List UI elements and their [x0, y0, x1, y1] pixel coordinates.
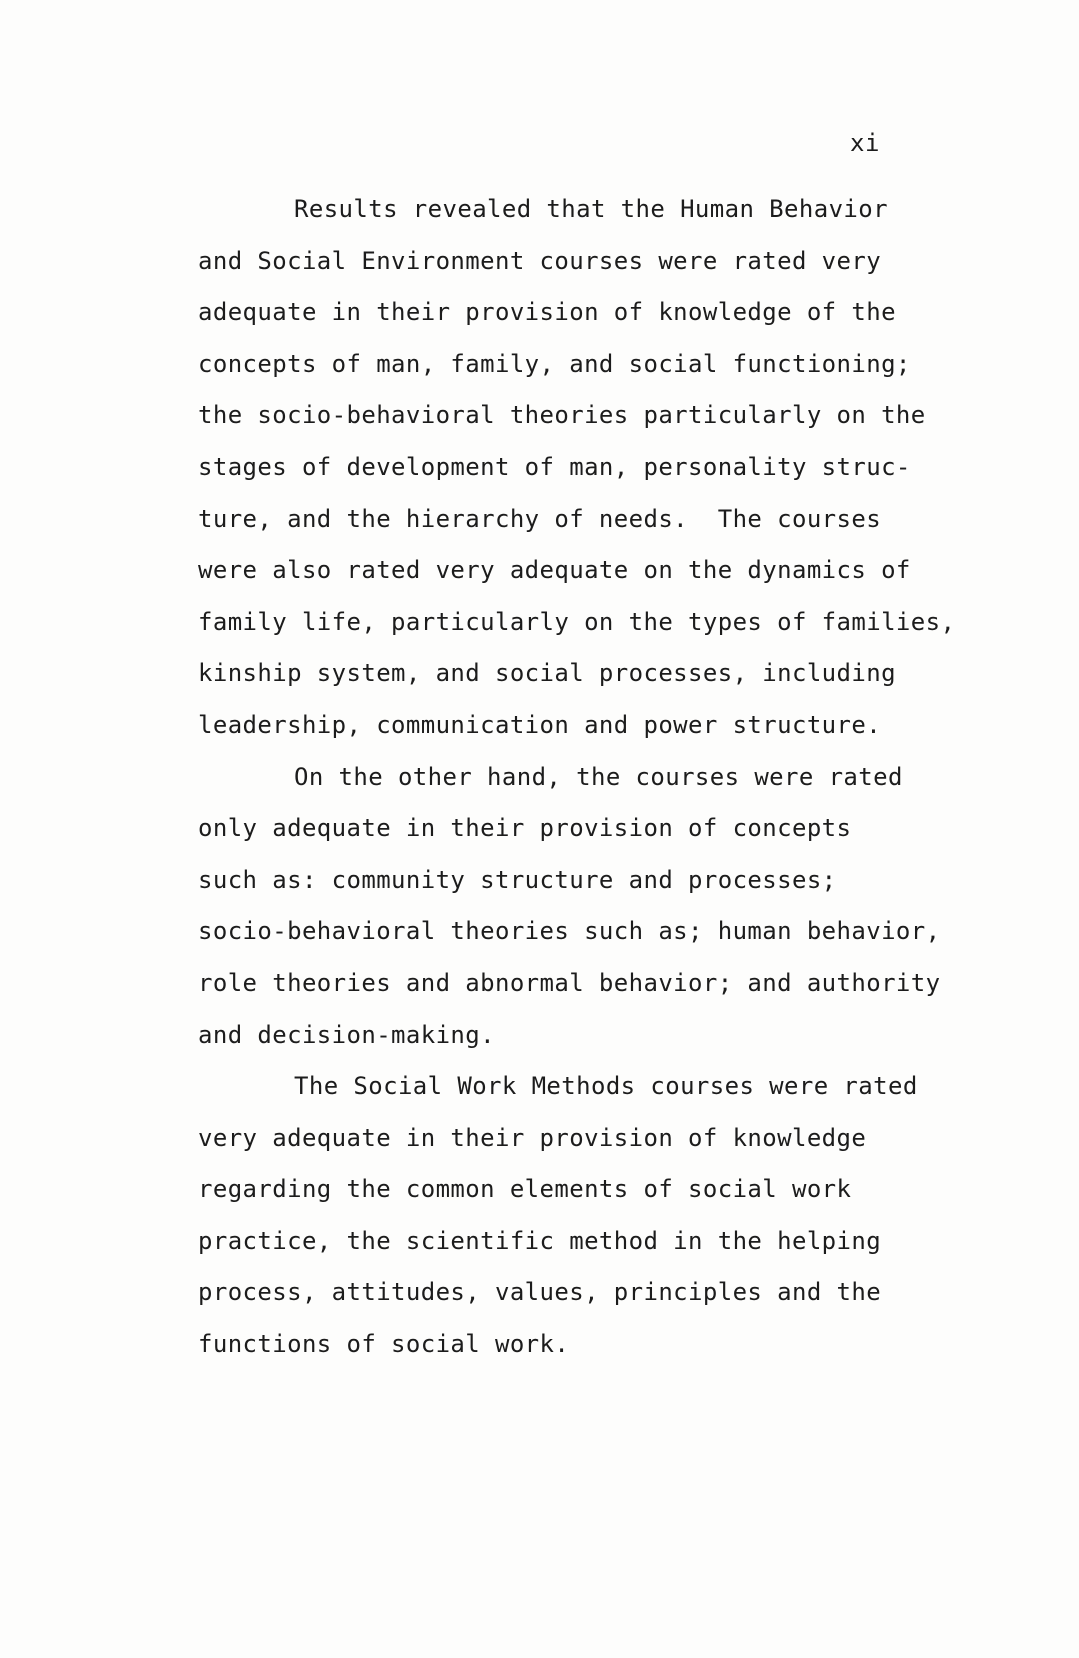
text-line: such as: community structure and processes; — [198, 865, 837, 894]
text-line: family life, particularly on the types of families, — [198, 607, 956, 636]
page-number: xi — [850, 129, 880, 157]
text-line: the socio-behavioral theories particularly on the — [198, 401, 926, 430]
text-line: functions of social work. — [198, 1330, 570, 1359]
text-line: kinship system, and social processes, including — [198, 659, 896, 688]
text-line: only adequate in their provision of concepts — [198, 814, 852, 843]
paragraph-3 — [198, 1061, 1018, 1371]
text-line: socio-behavioral theories such as; human behavior, — [198, 917, 941, 946]
text-line: very adequate in their provision of knowledge — [198, 1123, 867, 1152]
text-line: leadership, communication and power structure. — [198, 710, 882, 739]
paragraph-1 — [198, 184, 1018, 752]
text-line: regarding the common elements of social work — [198, 1175, 852, 1204]
text-line: The Social Work Methods courses were rated — [294, 1072, 918, 1101]
text-line: Results revealed that the Human Behavior — [294, 195, 888, 223]
text-line: were also rated very adequate on the dynamics of — [198, 556, 911, 585]
text-line: and Social Environment courses were rated very — [198, 246, 882, 275]
body-text — [198, 184, 1018, 1371]
text-line: concepts of man, family, and social functioning; — [198, 349, 911, 378]
text-line: process, attitudes, values, principles and the — [198, 1278, 882, 1307]
text-line: role theories and abnormal behavior; and authority — [198, 968, 941, 997]
text-line: ture, and the hierarchy of needs. The courses — [198, 504, 882, 533]
text-line: stages of development of man, personality struc- — [198, 452, 911, 481]
text-line: adequate in their provision of knowledge of the — [198, 298, 896, 327]
text-line: On the other hand, the courses were rated — [294, 762, 903, 791]
text-line: practice, the scientific method in the helping — [198, 1226, 882, 1255]
paragraph-2 — [198, 752, 1018, 1062]
text-line: and decision-making. — [198, 1020, 495, 1049]
